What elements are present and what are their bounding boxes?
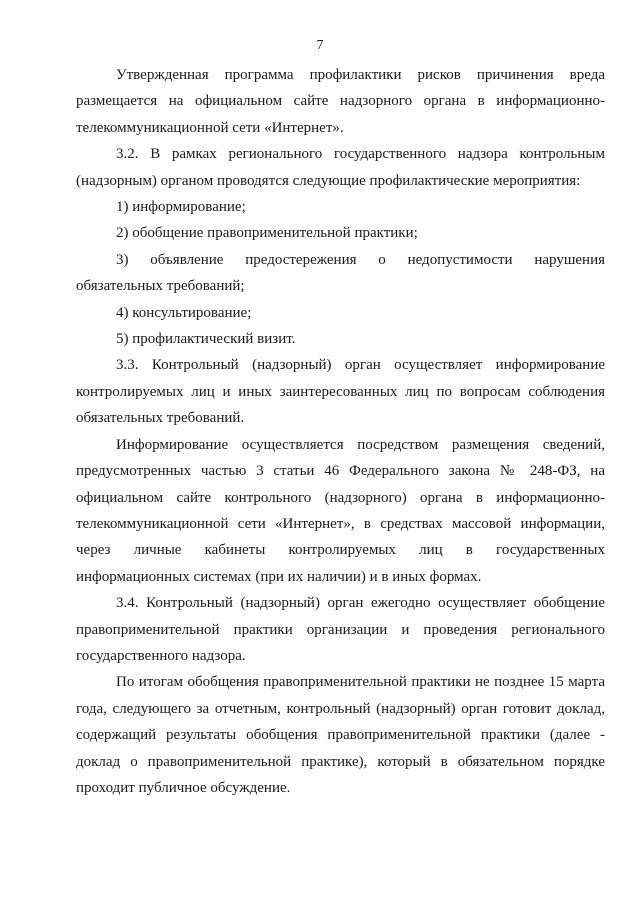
list-item-consulting: 4) консультирование;: [116, 304, 252, 321]
page-number: 7: [316, 38, 324, 53]
paragraph-informing-details: Информирование осуществляется посредством размещения сведений, предусмотренных частью 3 статьи 46 Федерального закона № 248-ФЗ, на официальном сайте контрольного (надзорного) органа в информационно-телекоммуникационной сети «Интернет», в средствах массовой информации, через личные кабинеты контролируемых лиц в государственных информационных системах (при их наличии) и в иных формах.: [76, 436, 605, 585]
list-item-warning-announcement: 3) объявление предостережения о недопустимости нарушения обязательных требований;: [76, 251, 605, 295]
paragraph-3-3: 3.3. Контрольный (надзорный) орган осуществляет информирование контролируемых лиц и иных заинтересованных лиц по вопросам соблюдения обязательных требований.: [76, 357, 605, 427]
document-body: [76, 62, 605, 801]
list-item-preventive-visit: 5) профилактический визит.: [116, 331, 296, 348]
paragraph-report: По итогам обобщения правоприменительной практики не позднее 15 марта года, следующего за отчетным, контрольный (надзорный) орган готовит доклад, содержащий результаты обобщения правоприменительной практики (далее - доклад о правоприменительной практике), который в обязательном порядке проходит публичное обсуждение.: [76, 674, 605, 796]
list-item-informing: 1) информирование;: [116, 199, 246, 216]
paragraph-3-2-intro: 3.2. В рамках регионального государственного надзора контрольным (надзорным) органом проводятся следующие профилактические мероприятия:: [76, 146, 605, 189]
list-item-practice-generalization: 2) обобщение правоприменительной практики;: [116, 225, 418, 242]
paragraph-program-placement: Утвержденная программа профилактики рисков причинения вреда размещается на официальном сайте надзорного органа в информационно-телекоммуникационной сети «Интернет».: [76, 67, 605, 136]
paragraph-3-4: 3.4. Контрольный (надзорный) орган ежегодно осуществляет обобщение правоприменительной практики организации и проведения регионального государственного надзора.: [76, 595, 605, 664]
